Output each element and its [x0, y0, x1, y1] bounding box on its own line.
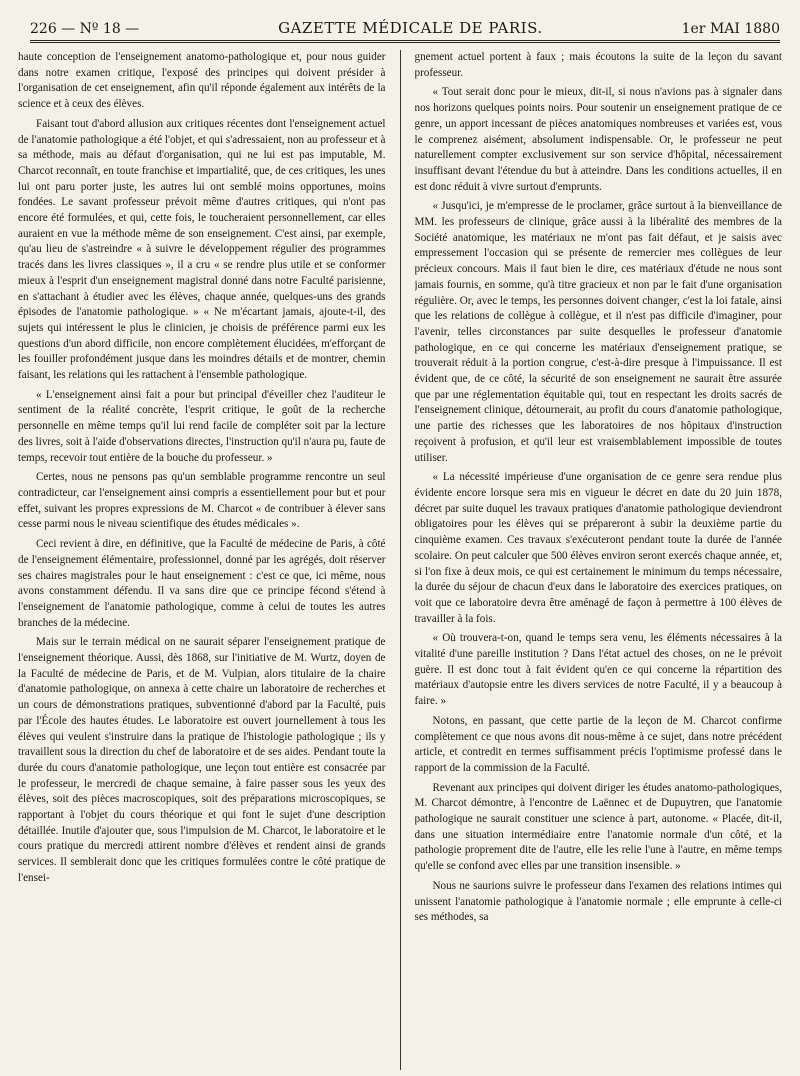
- left-column: [18, 50, 386, 1070]
- paragraph: « Jusqu'ici, je m'empresse de le proclamer, grâce surtout à la bienveillance de MM. les professeurs de clinique, grâce aussi à la libéralité des membres de la Société anatomique, les matériaux ne m'ont pas fait défaut, et je saisis avec empressement l'occasion qui se présente de remercier mes collègues de leur précieux concours. Mais il faut bien le dire, ces matériaux d'étude ne nous sont jamais fournis, en somme, qu'à titre gracieux et non par le fait d'une organisation régulière. Or, avec le temps, les personnes doivent changer, c'est la loi fatale, ainsi que les relations de collègue à collègue, et il n'est pas difficile d'imaginer, pour l'avenir, telles circonstances par suite desquelles le professeur d'anatomie pathologique, en ce qui concerne les matériaux d'enseignement pratique, se trouverait réduit à la portion congrue, c'est-à-dire presque à l'impuissance. Il est évident que, de ce côté, la sécurité de son enseignement ne saurait être assurée que par une réglementation équitable qui, tout en respectant les droits sacrés de l'enseignement clinique, détournerait, au profit du cours d'anatomie pathologique, une partie des richesses que les laboratoires de nos hôpitaux d'instruction reçoivent à profusion, et qu'il leur est vraisemblablement impossible de toutes utiliser.: [414, 200, 782, 464]
- paragraph: « La nécessité impérieuse d'une organisation de ce genre sera rendue plus évidente encore lorsque sera mis en vigueur le décret en date du 20 juin 1878, décret par suite duquel les travaux pratiques d'anatomie pathologique deviendront obligatoires pour les élèves qui se prépareront à subir la deuxième partie du cinquième examen. Ces travaux s'exécuteront pendant toute la durée de l'année scolaire. On peut calculer que 500 élèves environ seront exercés chaque année, et, si l'on fixe à deux mois, ce qui est certainement le minimum du temps nécessaire, la durée du séjour de chacun d'eux dans le laboratoire des exercices pratiques, on voit que ce laboratoire devra être aménagé de façon à permettre à 100 élèves de travailler à la fois.: [414, 471, 782, 625]
- right-column: [415, 50, 783, 1070]
- paragraph: Notons, en passant, que cette partie de la leçon de M. Charcot confirme complètement ce que nous avons dit nous-même à ce sujet, dans notre précédent article, et contredit en termes suffisamment précis l'optimisme professé dans le rapport de la commission de la Faculté.: [414, 714, 782, 774]
- issue-date: 1er MAI 1880: [681, 21, 780, 37]
- paragraph: gnement actuel portent à faux ; mais écoutons la suite de la leçon du savant professeur.: [414, 51, 782, 79]
- paragraph: Revenant aux principes qui doivent diriger les études anatomo-pathologiques, M. Charcot démontre, à l'encontre de Laënnec et de Dupuytren, que l'anatomie pathologique ne saurait constituer une science à part, autonome. « Placée, dit-il, dans une situation intermédiaire entre l'anatomie normale d'un côté, et la pathologie proprement dite de l'autre, elle les relie l'une à l'autre, en même temps qu'elle se confond avec elles par une transition insensible. »: [414, 781, 782, 873]
- paragraph: Certes, nous ne pensons pas qu'un semblable programme rencontre un seul contradicteur, car l'enseignement ainsi compris a essentiellement pour but et pour effet, suivant les propres expressions de M. Charcot « de contribuer à élever sans cesse parmi nous le niveau scientifique des études médicales ».: [18, 471, 386, 531]
- paragraph: haute conception de l'enseignement anatomo-pathologique et, pour nous guider dans notre examen critique, l'exposé des principes qui doivent présider à l'organisation de cet enseignement, afin qu'il réponde également aux intérêts de la science et à ceux des élèves.: [18, 51, 386, 111]
- page-number: 226 — Nº 18 —: [30, 21, 140, 37]
- page-header: [30, 12, 780, 43]
- paragraph: « Où trouvera-t-on, quand le temps sera venu, les éléments nécessaires à la vitalité d'une pareille institution ? Dans l'état actuel des choses, on ne le prévoit guère. Il est donc tout à fait évident qu'en ce qui concerne la répartition des matériaux d'autopsie entre les divers services de notre Faculté, il y a beaucoup à faire. »: [414, 632, 782, 708]
- paragraph: Nous ne saurions suivre le professeur dans l'examen des relations intimes qui unissent l'anatomie pathologique à l'anatomie normale ; elle emprunte à celle-ci ses méthodes, sa: [414, 879, 782, 924]
- paragraph: Faisant tout d'abord allusion aux critiques récentes dont l'enseignement actuel de l'anatomie pathologique a été l'objet, et qui s'adressaient, non au professeur et à sa méthode, mais au défaut d'organisation, qui ne lui est pas imputable, M. Charcot reconnaît, en toute franchise et impartialité, que, de ces critiques, les unes lui ont paru porter juste, les autres lui ont semblé moins opportunes, moins fondées. Le savant professeur prévoit même d'autres critiques, qui n'ont pas encore été formulées, et qui, cette fois, le toucheraient personnellement, car elles auraient en vue la méthode même de son enseignement. C'est ainsi, par exemple, qu'au lieu de s'astreindre « à suivre le développement régulier des programmes tracés dans les livres classiques », il a cru « se rendre plus utile et se conformer mieux à l'esprit d'un enseignement magistral donné dans notre Faculté parisienne, en s'attachant à étudier avec les élèves, chaque année, quelques-uns des grands épisodes de l'anatomie pathologique. » « Ne m'écartant jamais, ajoute-t-il, des sujets qui intéressent le plus le clinicien, je choisis de préférence parmi eux les questions d'un abord difficile, non encore complètement élucidées, m'efforçant de les fouiller profondément jusque dans les moindres détails et de montrer, chemin faisant, les relations qui les rattachent à l'ensemble pathologique.: [18, 117, 386, 382]
- article-body: [18, 50, 782, 1070]
- paragraph: Ceci revient à dire, en définitive, que la Faculté de médecine de Paris, à côté de l'enseignement élémentaire, professionnel, donné par les agrégés, doit réserver ses chaires magistrales pour le haut enseignement : c'est ce que, ici même, nous avons constamment défendu. Il va sans dire que ce principe fécond s'étend à l'enseignement de l'anatomie pathologique, comme à celui de toutes les autres branches de la médecine.: [18, 538, 386, 629]
- paragraph: « Tout serait donc pour le mieux, dit-il, si nous n'avions pas à signaler dans nos horizons quelques points noirs. Pour soutenir un enseignement pratique de ce genre, un apport incessant de pièces anatomiques nombreuses et variées est, vous le comprenez aisément, absolument indispensable. Or, le professeur ne peut naturellement compter exclusivement sur son service d'hôpital, nécessairement insuffisant devant l'étendue du but à atteindre. Dans les conditions actuelles, il en est donc réduit à vivre surtout d'emprunts.: [414, 86, 782, 193]
- paragraph: Mais sur le terrain médical on ne saurait séparer l'enseignement pratique de l'enseignement théorique. Aussi, dès 1868, sur l'initiative de M. Wurtz, doyen de la Faculté de médecine de Paris, et de M. Vulpian, alors titulaire de la chaire d'anatomie pathologique, on annexa à cette chaire un laboratoire de recherches et un cours de démonstrations pratiques, subventionné d'abord par la Faculté, puis par l'École des hautes études. Le laboratoire est ouvert journellement à tous les élèves qui veulent s'instruire dans la pratique de l'histologie pathologique ; ils y travaillent sous la direction du chef de laboratoire et de ses aides. Pendant toute la durée du cours d'anatomie pathologique, une leçon tout entière est consacrée par le professeur, le mercredi de chaque semaine, à faire passer sous les yeux des élèves, soit des pièces macroscopiques, soit des préparations microscopiques, se rapportant à l'objet du cours théorique et qui font le sujet d'une description détaillée. Inutile d'ajouter que, sous l'impulsion de M. Charcot, le laboratoire et le cours pratique du mercredi attirent nombre d'élèves et rendent ainsi de grands services. Il semblerait donc que les critiques formulées contre le côté pratique de l'ensei-: [18, 636, 386, 884]
- paragraph: « L'enseignement ainsi fait a pour but principal d'éveiller chez l'auditeur le sentiment de la réalité concrète, l'esprit critique, le goût de la recherche personnelle en même temps qu'il lui rend facile de compléter soit par la lecture des livres, soit à l'aide d'observations directes, l'instruction qu'il n'aura pu, faute de temps, recevoir tout entière de la bouche du professeur. »: [18, 388, 386, 464]
- publication-title: GAZETTE MÉDICALE DE PARIS.: [278, 19, 543, 37]
- column-divider: [400, 50, 401, 1070]
